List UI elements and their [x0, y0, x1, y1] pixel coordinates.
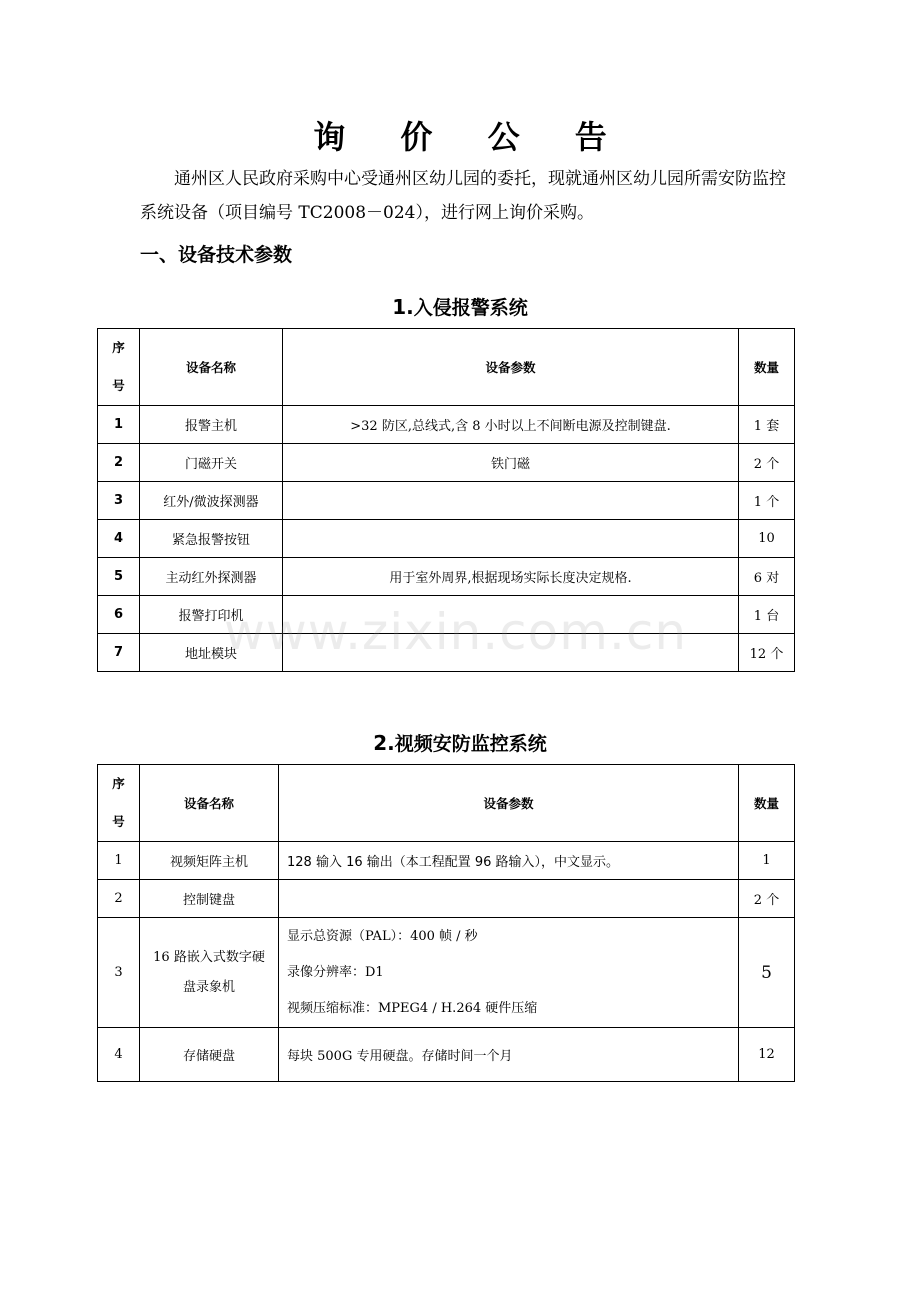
header-params: 设备参数 [279, 765, 739, 842]
cell-qty: 12 个 [739, 634, 795, 672]
cell-seq: 2 [98, 880, 140, 918]
cell-name: 门磁开关 [140, 444, 283, 482]
section-heading: 一、设备技术参数 [140, 244, 293, 266]
cell-seq: 5 [98, 558, 140, 596]
table-row [98, 842, 795, 880]
cell-params: 铁门磁 [283, 444, 739, 482]
param-line: 录像分辨率：D1 [287, 964, 384, 980]
cell-seq: 3 [98, 482, 140, 520]
cell-params: 用于室外周界,根据现场实际长度决定规格. [283, 558, 739, 596]
table1-caption [0, 293, 920, 320]
table-row [98, 918, 795, 1028]
table1-caption-number: 1. [392, 295, 414, 319]
cell-name: 紧急报警按钮 [140, 520, 283, 558]
table-row [98, 634, 795, 672]
cell-qty: 12 [739, 1028, 795, 1082]
header-params: 设备参数 [283, 329, 739, 406]
table1-caption-text: 入侵报警系统 [413, 297, 528, 319]
table2-caption-text: 视频安防监控系统 [394, 733, 547, 755]
page-title: 询 价 公 告 [313, 118, 629, 156]
cell-params: 每块 500G 专用硬盘。存储时间一个月 [279, 1028, 739, 1082]
cell-params [283, 520, 739, 558]
cell-params: 128 输入 16 输出（本工程配置 96 路输入），中文显示。 [279, 842, 739, 880]
cell-seq: 1 [98, 406, 140, 444]
cell-name [140, 918, 279, 1028]
cell-qty: 2 个 [739, 444, 795, 482]
header-name: 设备名称 [140, 765, 279, 842]
cell-qty: 6 对 [739, 558, 795, 596]
header-seq-line2: 号 [112, 814, 125, 829]
table2-caption-number: 2. [373, 731, 395, 755]
cell-params [283, 482, 739, 520]
header-seq [98, 765, 140, 842]
header-seq-line1: 序 [112, 776, 125, 791]
cell-name: 控制键盘 [140, 880, 279, 918]
param-line: 视频压缩标准：MPEG4 / H.264 硬件压缩 [287, 1000, 538, 1016]
table-row [98, 880, 795, 918]
cell-qty: 10 [739, 520, 795, 558]
table-row [98, 482, 795, 520]
table-row [98, 406, 795, 444]
cell-seq: 7 [98, 634, 140, 672]
cell-params: >32 防区,总线式,含 8 小时以上不间断电源及控制键盘. [283, 406, 739, 444]
cell-name: 视频矩阵主机 [140, 842, 279, 880]
cell-name: 主动红外探测器 [140, 558, 283, 596]
cell-seq: 2 [98, 444, 140, 482]
cell-qty: 1 [739, 842, 795, 880]
cell-params [283, 634, 739, 672]
table-row [98, 596, 795, 634]
cell-name: 地址模块 [140, 634, 283, 672]
intro-paragraph: 通州区人民政府采购中心受通州区幼儿园的委托，现就通州区幼儿园所需安防监控系统设备（项目编号 TC2008－024），进行网上询价采购。 [140, 169, 786, 223]
table-row [98, 520, 795, 558]
cell-params [283, 596, 739, 634]
table-row [98, 558, 795, 596]
intrusion-alarm-table [97, 328, 795, 672]
table-row [98, 444, 795, 482]
cell-params [279, 918, 739, 1028]
param-line: 显示总资源（PAL）：400 帧 / 秒 [287, 928, 478, 944]
cell-name-line2: 盘录象机 [182, 979, 235, 995]
header-qty: 数量 [739, 329, 795, 406]
cell-qty: 1 台 [739, 596, 795, 634]
cell-seq: 1 [98, 842, 140, 880]
cell-name: 红外/微波探测器 [140, 482, 283, 520]
cell-name: 报警主机 [140, 406, 283, 444]
header-name: 设备名称 [140, 329, 283, 406]
header-qty: 数量 [739, 765, 795, 842]
table-header-row [98, 765, 795, 842]
header-seq-line2: 号 [112, 378, 125, 393]
cell-seq: 3 [98, 918, 140, 1028]
cell-seq: 6 [98, 596, 140, 634]
cell-seq: 4 [98, 1028, 140, 1082]
table2-caption [0, 729, 920, 756]
cell-seq: 4 [98, 520, 140, 558]
watermark: www.zixin.com.cn [224, 603, 688, 661]
cell-name-line1: 16 路嵌入式数字硬 [153, 949, 265, 965]
cell-qty: 2 个 [739, 880, 795, 918]
header-seq-line1: 序 [112, 340, 125, 355]
cell-name: 存储硬盘 [140, 1028, 279, 1082]
table-header-row [98, 329, 795, 406]
table-row [98, 1028, 795, 1082]
video-surveillance-table [97, 764, 795, 1082]
cell-name: 报警打印机 [140, 596, 283, 634]
cell-qty: 1 套 [739, 406, 795, 444]
cell-qty: 5 [739, 918, 795, 1028]
header-seq [98, 329, 140, 406]
cell-qty: 1 个 [739, 482, 795, 520]
cell-params [279, 880, 739, 918]
